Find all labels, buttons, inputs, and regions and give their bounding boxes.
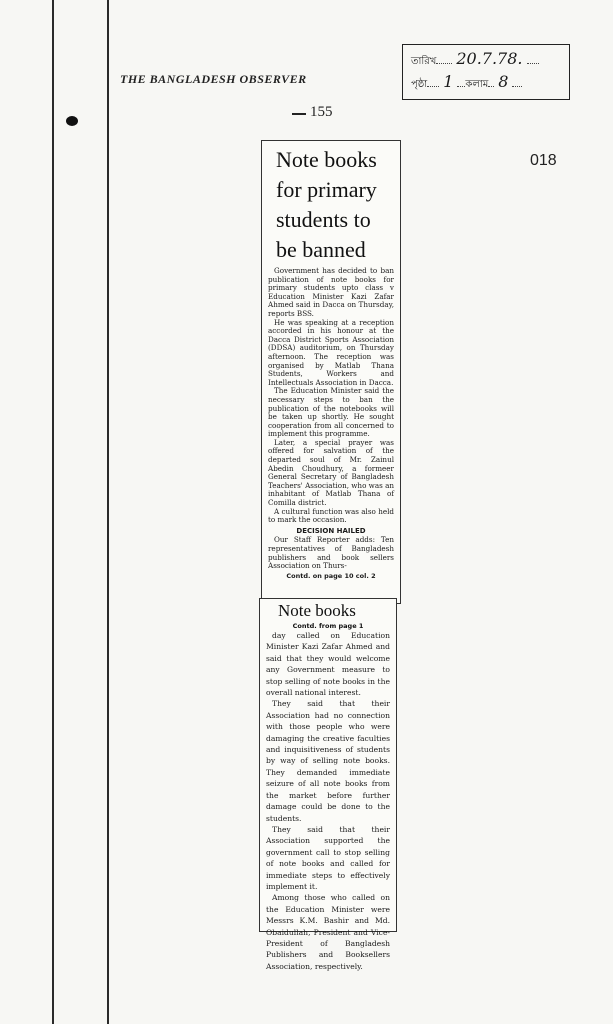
margin-rule [107,0,109,1024]
article-headline: Note books for primary students to be banned [276,147,377,262]
article-subhead: DECISION HAILED [296,526,366,535]
continued-note: Contd. on page 10 col. 2 [286,571,376,580]
article-paragraph: He was speaking at a reception accorded in his honour at the Dacca District Sports Association (DDSA) auditorium, on Thursday afternoon. The reception was organised by Matlab Thana Students, Workers and Intellectuals Association in Dacca. [268,317,394,387]
continuation-headline: Note books [278,601,356,620]
article-paragraph: Later, a special prayer was offered for salvation of the departed soul of Mr. Zainul Abedin Choudhury, a formeer General Secretary of Bangladesh Teachers' Association, who was an inhabitant of Matlab Thana of Comilla district. [268,437,395,508]
stamp-column-label: কলাম [465,79,489,90]
stamp-column-value: 8 [498,72,509,91]
continuation-body [266,630,390,972]
stamp-date-label: তারিখ [411,56,437,67]
stamp-page-value: 1 [443,72,454,91]
newspaper-source: THE BANGLADESH OBSERVER [120,72,307,86]
date-page-stamp [402,44,570,100]
page-number: 155 [310,104,333,120]
article-clipping [261,140,401,604]
continued-from-note: Contd. from page 1 [292,622,364,630]
continuation-paragraph: day called on Education Minister Kazi Zafar Ahmed and said that they would welcome any Government measure to stop selling of note books in the overall national interest. [266,631,390,698]
binder-margin-line [52,0,54,1024]
article-paragraph: Our Staff Reporter adds: Ten representatives of Bangladesh publishers and book sellers Association on Thurs- [268,535,394,571]
punch-hole [66,116,78,126]
stamp-date-value: 20.7.78. [456,49,523,68]
continuation-paragraph: They said that their Association supported the government call to stop selling of note books and called for immediate steps to effectively implement it. [266,824,390,891]
continuation-paragraph: They said that their Association had no connection with those people who were damaging the creative faculties and inquisitiveness of students by way of selling note books. They demanded immediate seizure of all note books from the market before further damage could be done to the students. [266,699,390,823]
article-paragraph: Government has decided to ban publication of note books for primary students upto class v Education Minister Kazi Zafar Ahmed said in Dacca on Thursday, reports BSS. [268,266,394,318]
article-body [268,267,394,580]
file-number: 018 [530,152,557,169]
article-paragraph: The Education Minister said the necessary steps to ban the publication of the notebooks will be taken up shortly. He sought cooperation from all concerned to implement this programme. [268,386,394,439]
article-paragraph: A cultural function was also held to mark the occasion. [268,506,394,525]
continuation-paragraph: Among those who called on the Education Minister were Messrs K.M. Bashir and Md. Obaidullah, President and Vice-President of Bangladesh Publishers and Booksellers Association, respectively. [266,893,390,971]
stamp-page-label: পৃষ্ঠা [411,79,428,90]
continuation-clipping [259,598,397,971]
